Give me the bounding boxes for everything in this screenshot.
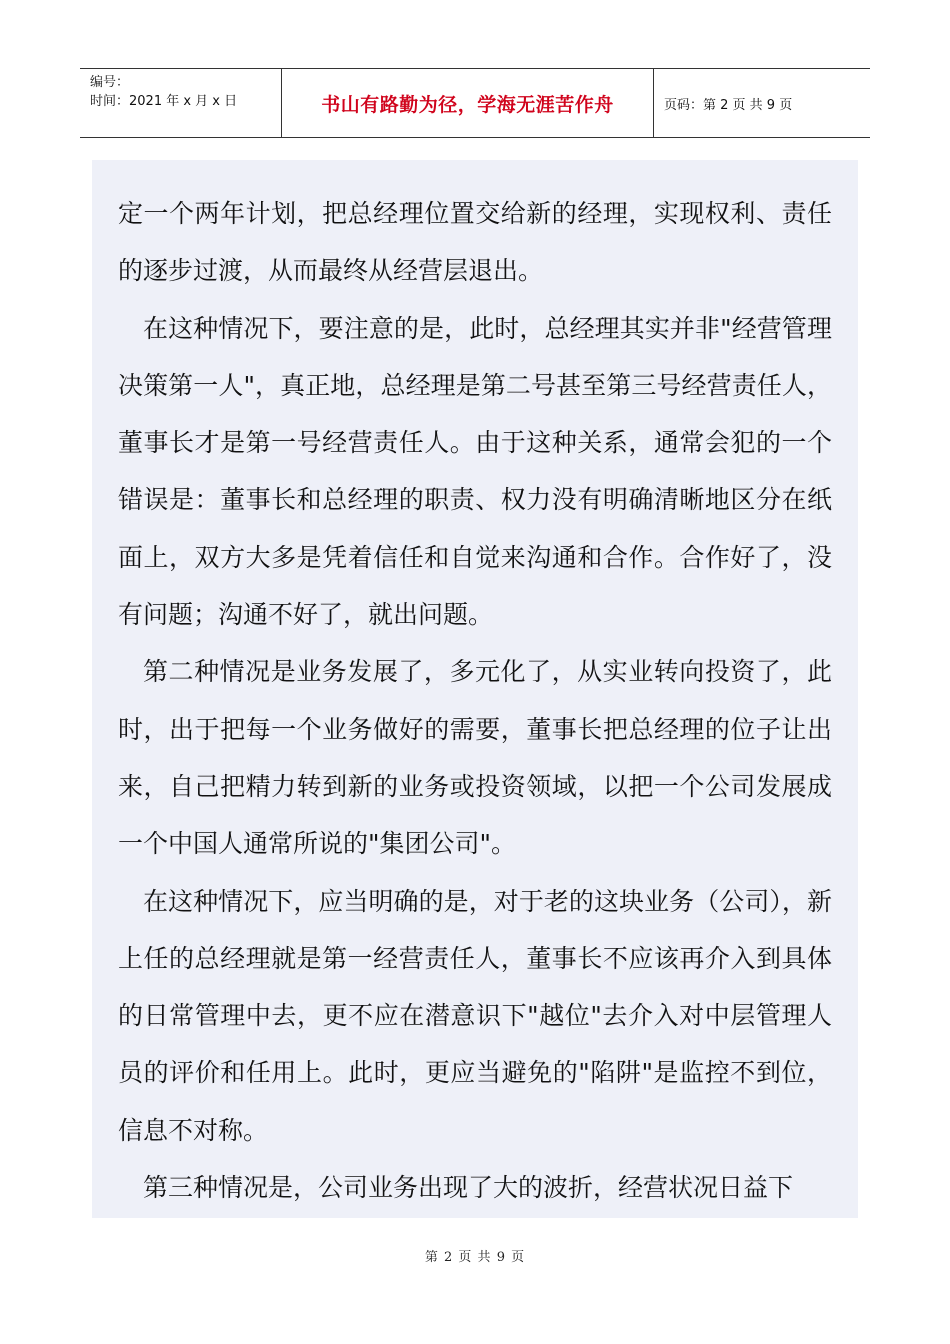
document-body [92,160,858,1218]
header-page-info: 页码：第 2 页 共 9 页 [664,97,793,113]
header-motto: 书山有路勤为径，学海无涯苦作舟 [282,69,654,137]
body-top-gap [92,160,858,185]
header-date-label: 时间：2021 年 x 月 x 日 [90,94,238,109]
body-paragraph-2: 在这种情况下，要注意的是，此时，总经理其实并非"经营管理决策第一人"，真正地，总经理是第二号甚至第三号经营责任人，董事长才是第一号经营责任人。由于这种关系，通常会犯的一个错误是：董事长和总经理的职责、权力没有明确清晰地区分在纸面上，双方大多是凭着信任和自觉来沟通和合作。合作好了，没有问题；沟通不好了，就出问题。 [118,313,832,630]
body-paragraph-4: 在这种情况下，应当明确的是，对于老的这块业务（公司），新上任的总经理就是第一经营责任人，董事长不应该再介入到具体的日常管理中去，更不应在潜意识下"越位"去介入对中层管理人员的评价和任用上。此时，更应当避免的"陷阱"是监控不到位，信息不对称。 [118,886,832,1145]
header-meta [80,69,282,137]
body-paragraph-1: 定一个两年计划，把总经理位置交给新的经理，实现权利、责任的逐步过渡，从而最终从经营层退出。 [118,199,832,286]
body-paragraph-3: 第二种情况是业务发展了，多元化了，从实业转向投资了，此时，出于把每一个业务做好的需要，董事长把总经理的位子让出来，自己把精力转到新的业务或投资领域，以把一个公司发展成一个中国人通常所说的"集团公司"。 [118,657,832,859]
page-header [80,68,870,138]
body-paragraph-5: 第三种情况是，公司业务出现了大的波折，经营状况日益下 [143,1173,794,1203]
page-footer: 第 2 页 共 9 页 [424,1250,526,1265]
header-number-label: 编号： [90,75,130,90]
